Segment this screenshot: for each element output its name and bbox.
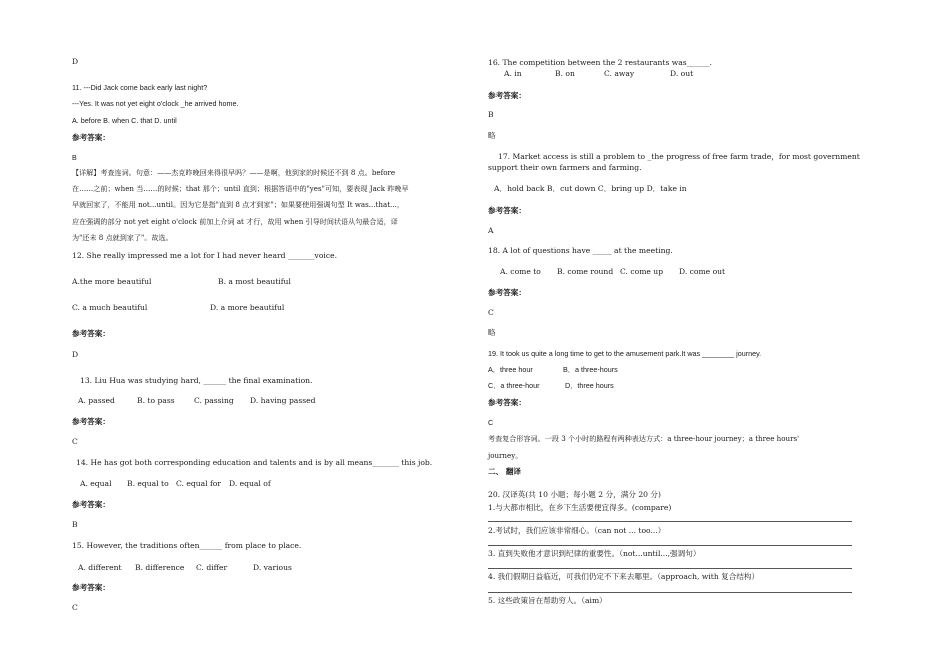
- q19-explanation-1: 考查复合形容词。一段 3 个小时的路程有两种表达方式：a three-hour journey；a three hours': [488, 434, 800, 443]
- q15-stem: 15. However, the traditions often______ from place to place.: [72, 541, 302, 550]
- q20-title: 20. 汉译英(共 10 小题；每小题 2 分，满分 20 分): [488, 490, 661, 499]
- section-title: 二、 翻译: [488, 467, 522, 476]
- q11-line2: ---Yes. It was not yet eight o'clock _he arrived home.: [72, 99, 239, 108]
- q16-option-b: B. on: [555, 69, 575, 78]
- q18-option-c: C. come up: [620, 267, 664, 276]
- q13-option-c: C. passing: [194, 396, 234, 405]
- q14-option-b: B. equal to: [127, 479, 169, 488]
- q11-line1: 11. ---Did Jack come back early last night?: [72, 83, 208, 92]
- q17-answer: A: [488, 226, 494, 235]
- answer-line: [488, 521, 852, 522]
- q12-answer: D: [72, 350, 79, 359]
- q12-option-d: D. a more beautiful: [210, 303, 285, 312]
- q15-answer: C: [72, 603, 78, 612]
- q16-stem: 16. The competition between the 2 restaurants was______.: [488, 58, 712, 67]
- q19-option-d: D．three hours: [565, 381, 614, 390]
- q19-answer-heading: 参考答案：: [488, 398, 526, 407]
- q14-option-c: C. equal for: [176, 479, 221, 488]
- q14-option-d: D. equal of: [229, 479, 271, 488]
- q16-option-a: A. in: [504, 69, 522, 78]
- translation-item: 5. 这些政策旨在帮助穷人。（aim）: [488, 596, 607, 605]
- q14-answer-heading: 参考答案：: [72, 500, 110, 509]
- q14-answer: B: [72, 520, 78, 529]
- q18-option-d: D. come out: [679, 267, 726, 276]
- q15-option-c: C. differ: [196, 563, 228, 572]
- q13-answer: C: [72, 437, 78, 446]
- q12-stem: 12. She really impressed me a lot for I had never heard _______voice.: [72, 251, 337, 260]
- q15-option-b: B. difference: [135, 563, 185, 572]
- q11-explanation-2: 在……之前；when 当……的时候；that 那个；until 直到；根据答语中的"yes"可知，要表现 Jack 昨晚早: [72, 184, 409, 193]
- q16-option-d: D. out: [670, 69, 694, 78]
- q11-explanation-3: 早就回家了，不能用 not...until。因为它是指"直到 8 点才到家"；如果要使用强调句型 It was...that...，: [72, 200, 404, 209]
- q11-answer-heading: 参考答案：: [72, 133, 110, 142]
- q19-option-c: C．a three-hour: [488, 381, 540, 390]
- translation-item: 1.与大都市相比，在乡下生活要便宜得多。(compare): [488, 503, 672, 512]
- q17-answer-heading: 参考答案：: [488, 206, 526, 215]
- q16-answer-heading: 参考答案：: [488, 91, 526, 100]
- q11-explanation-1: 【详解】考查连词。句意：——杰克昨晚回来得很早吗？——是啊，他到家的时候还不到 8 点。before: [72, 168, 396, 177]
- translation-item: 4. 我们假期日益临近，可我们仍定不下来去哪里。（approach, with 复合结构）: [488, 572, 760, 581]
- answer-line: [488, 545, 852, 546]
- q18-answer-heading: 参考答案：: [488, 288, 526, 297]
- q15-option-a: A. different: [78, 563, 122, 572]
- q11-options: A. before B. when C. that D. until: [72, 116, 177, 125]
- q11-answer: B: [72, 153, 77, 162]
- q16-answer: B: [488, 110, 494, 119]
- q18-answer: C: [488, 308, 494, 317]
- q18-stem: 18. A lot of questions have _____ at the meeting.: [488, 246, 673, 255]
- q15-answer-heading: 参考答案：: [72, 583, 110, 592]
- q19-option-a: A．three hour: [488, 365, 533, 374]
- q18-note: 略: [488, 328, 496, 337]
- q12-option-a: A.the more beautiful: [72, 277, 152, 286]
- q12-option-c: C. a much beautiful: [72, 303, 148, 312]
- q18-option-b: B. come round: [557, 267, 614, 276]
- q14-stem: 14. He has got both corresponding education and talents and is by all means_______ this job.: [76, 458, 433, 467]
- q19-stem: 19. It took us quite a long time to get to the amusement park.It was ________ journey.: [488, 349, 762, 358]
- q13-option-a: A. passed: [78, 396, 115, 405]
- q13-answer-heading: 参考答案：: [72, 417, 110, 426]
- q17-line1: 17. Market access is still a problem to _the progress of free farm trade，for most government: [498, 152, 860, 161]
- q12-option-b: B. a most beautiful: [218, 277, 291, 286]
- answer-line: [488, 568, 852, 569]
- answer-line: [488, 592, 852, 593]
- translation-item: 2.考试时，我们应该非常细心。（can not ... too...）: [488, 526, 666, 535]
- previous-answer: D: [72, 57, 79, 66]
- q19-explanation-2: journey。: [488, 451, 523, 460]
- q15-option-d: D. various: [253, 563, 292, 572]
- q16-note: 略: [488, 131, 496, 140]
- q11-explanation-5: 为"还未 8 点就到家了"。故选。: [72, 233, 173, 242]
- q19-option-b: B．a three-hours: [563, 365, 618, 374]
- q14-option-a: A. equal: [80, 479, 112, 488]
- q17-options: A．hold back B．cut down C．bring up D．take in: [494, 184, 687, 193]
- q16-option-c: C. away: [604, 69, 635, 78]
- q12-answer-heading: 参考答案：: [72, 329, 110, 338]
- translation-item: 3. 直到失败他才意识到纪律的重要性。（not...until...,强调句）: [488, 549, 701, 558]
- q19-answer: C: [488, 418, 494, 427]
- q13-stem: 13. Liu Hua was studying hard, ______ the final examination.: [80, 376, 313, 385]
- q13-option-d: D. having passed: [250, 396, 316, 405]
- q11-explanation-4: 应在强调的部分 not yet eight o'clock 前加上介词 at 才行，故用 when 引导时间状语从句最合适，译: [72, 217, 398, 226]
- q17-line2: support their own farmers and farming.: [488, 163, 642, 172]
- q18-option-a: A. come to: [500, 267, 541, 276]
- q13-option-b: B. to pass: [137, 396, 175, 405]
